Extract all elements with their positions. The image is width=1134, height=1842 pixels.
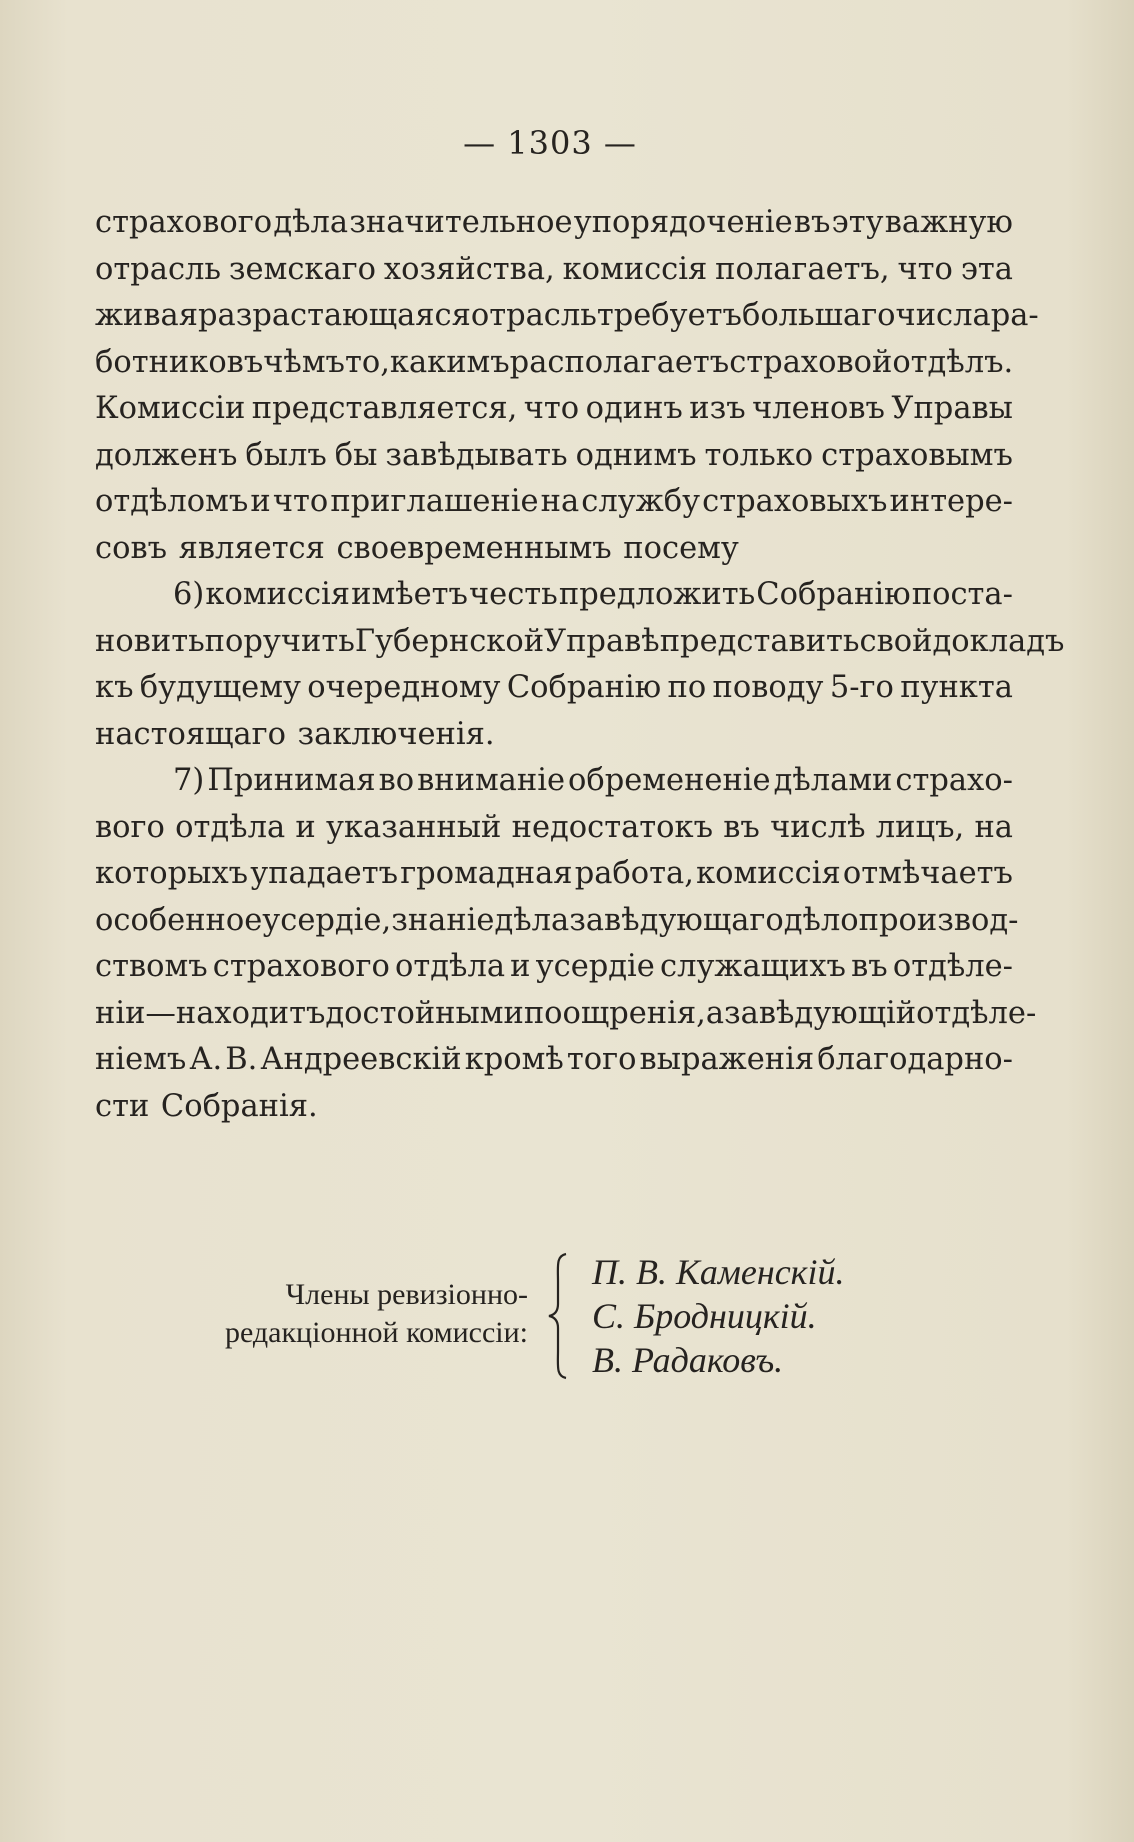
word: пункта (900, 670, 1013, 705)
word: усердіе, (262, 902, 392, 938)
word: отдѣлъ. (892, 344, 1014, 380)
word: своевременнымъ (336, 530, 612, 566)
word: дѣлами (773, 763, 893, 798)
curly-brace (546, 1252, 574, 1380)
word: дѣла (273, 205, 349, 240)
word: въ (723, 809, 760, 845)
word: только (704, 437, 814, 473)
word: ніи—находитъ (95, 995, 326, 1031)
word: комиссія (205, 577, 351, 612)
word: которыхъ (95, 856, 249, 891)
word: на (540, 484, 580, 519)
text-line (95, 433, 1013, 480)
text-line (95, 386, 1013, 433)
word: дѣлопроизвод- (783, 902, 1019, 938)
word: посему (623, 530, 739, 566)
word: имѣетъ (351, 577, 468, 612)
word: службу (581, 484, 701, 519)
body-text (95, 200, 1065, 1130)
word: членовъ (752, 391, 885, 426)
word: будущему (139, 670, 301, 705)
text-line (95, 526, 1013, 573)
text-line (95, 898, 1019, 945)
word: комиссія (696, 856, 841, 891)
word: страхового (95, 205, 273, 240)
word: В. (225, 1042, 258, 1077)
signature-name: П. В. Каменскій. (592, 1252, 845, 1292)
word: отдѣла (395, 949, 506, 984)
word: отмѣчаетъ (842, 856, 1013, 891)
word: полагаетъ, (715, 251, 890, 287)
word: того (566, 1042, 637, 1077)
paragraph (95, 200, 1039, 572)
text-line (95, 200, 1013, 247)
word: недостатокъ (511, 809, 713, 845)
word: къ (95, 670, 134, 705)
word: 5-го (829, 670, 894, 705)
word: однимъ (575, 437, 697, 473)
word: Губернской (354, 623, 545, 659)
word: упадаетъ (250, 856, 399, 891)
word: сти (95, 1088, 150, 1124)
text-line (95, 944, 1013, 991)
word: что (897, 251, 953, 287)
word: хозяйства, (383, 251, 555, 287)
word: въ (851, 949, 888, 984)
signature-name: В. Радаковъ. (592, 1340, 784, 1380)
word: завѣдующаго (569, 902, 784, 938)
word: Управѣ (544, 623, 660, 659)
word: честь (469, 577, 558, 612)
text-line (95, 479, 1013, 526)
word: особенное (95, 902, 263, 938)
word: отрасль (95, 251, 222, 287)
word: приглашеніе (330, 484, 539, 519)
word: поста- (911, 577, 1013, 612)
word: былъ (245, 437, 327, 473)
word: а (705, 995, 725, 1031)
word: страховой (729, 344, 893, 380)
signature-label-line-2: редакціонной комиссіи: (224, 1316, 528, 1349)
word: настоящаго (95, 716, 286, 752)
word: Андреевскій (260, 1042, 462, 1077)
word: долженъ (95, 437, 238, 473)
word: требуетъ (596, 298, 742, 333)
word: изъ (689, 391, 746, 426)
word: во (378, 763, 415, 798)
word: Собранія. (160, 1088, 318, 1124)
word: представляется, (251, 391, 518, 426)
word: знаніе (391, 902, 495, 938)
text-line (95, 1037, 1013, 1084)
signature-label-line-1: Члены ревизіонно- (285, 1278, 528, 1311)
paragraph (95, 572, 1065, 758)
word: громадная (400, 856, 573, 891)
word: страховымъ (821, 437, 1013, 473)
text-line (95, 572, 1013, 619)
word: очередному (307, 670, 501, 705)
paragraph (95, 758, 1037, 1130)
word: чѣмъ (263, 344, 345, 380)
word: и (250, 484, 271, 519)
word: страховыхъ (702, 484, 888, 519)
text-line (95, 340, 1013, 387)
word: отдѣле- (916, 995, 1037, 1031)
text-line (95, 851, 1013, 898)
word: дѣла (494, 902, 570, 938)
word: отрасль (470, 298, 597, 333)
signature-name: С. Бродницкій. (592, 1296, 817, 1336)
word: упорядоченіе (573, 205, 793, 240)
word: числа (895, 298, 991, 333)
word: Принимая (207, 763, 376, 798)
word: то, (344, 344, 390, 380)
word: благодарно- (817, 1042, 1013, 1077)
word: лицъ, (875, 809, 965, 845)
word: Комиссіи (95, 391, 246, 426)
word: значительное (349, 205, 573, 240)
word: и (510, 949, 531, 984)
word: работа, (574, 856, 694, 891)
signature-label (170, 1276, 528, 1352)
word: что (523, 391, 580, 426)
word: эта (960, 251, 1013, 287)
word: какимъ (389, 344, 510, 380)
word: поощренія, (523, 995, 706, 1031)
word: завѣдующій (724, 995, 917, 1031)
word: указанный (326, 809, 502, 845)
word: 6) (173, 577, 205, 612)
word: большаго (741, 298, 896, 333)
signature-block (170, 1252, 930, 1382)
word: поручить (204, 623, 355, 659)
word: въ (793, 205, 831, 240)
word: земскаго (228, 251, 377, 287)
word: Собранію (756, 577, 911, 612)
word: кромѣ (464, 1042, 564, 1077)
word: усердіе (535, 949, 655, 984)
text-line (95, 991, 1037, 1038)
word: представить (659, 623, 860, 659)
word: бы (334, 437, 378, 473)
text-line (95, 805, 1013, 852)
word: совъ (95, 530, 168, 566)
word: страхового (212, 949, 390, 984)
word: комиссія (562, 251, 708, 287)
page-number: — 1303 — (463, 124, 637, 162)
word: Собранію (506, 670, 662, 705)
word: ніемъ (95, 1042, 187, 1077)
word: отдѣле- (892, 949, 1013, 984)
word: предложить (558, 577, 756, 612)
text-line (95, 247, 1013, 294)
word: интере- (889, 484, 1013, 519)
signature-names (592, 1250, 845, 1382)
word: по (667, 670, 707, 705)
word: числѣ (770, 809, 866, 845)
word: располагаетъ (509, 344, 730, 380)
word: вого (95, 809, 165, 845)
word: ствомъ (95, 949, 208, 984)
word: достойными (325, 995, 524, 1031)
word: завѣдывать (385, 437, 568, 473)
word: одинъ (585, 391, 683, 426)
word: и (295, 809, 316, 845)
word: 7) (173, 763, 205, 798)
word: вниманіе (417, 763, 565, 798)
word: отдѣломъ (95, 484, 249, 519)
word: заключенія. (297, 716, 495, 752)
word: важную (884, 205, 1013, 240)
word: разрастающаяся (197, 298, 471, 333)
word: обремененіе (568, 763, 771, 798)
word: новить (95, 623, 205, 659)
word: эту (831, 205, 884, 240)
word: на (974, 809, 1013, 845)
text-line (95, 758, 1013, 805)
text-line (95, 712, 1013, 759)
word: является (178, 530, 325, 566)
word: страхо- (895, 763, 1013, 798)
word: выраженія (639, 1042, 815, 1077)
word: живая (95, 298, 198, 333)
text-line (95, 1084, 1013, 1131)
word: Управы (891, 391, 1013, 426)
text-line (95, 619, 1065, 666)
word: докладъ (932, 623, 1065, 659)
word: служащихъ (660, 949, 846, 984)
text-line (95, 293, 1039, 340)
word: А. (189, 1042, 223, 1077)
word: что (272, 484, 329, 519)
word: ра- (990, 298, 1039, 333)
text-line (95, 665, 1013, 712)
word: поводу (712, 670, 824, 705)
word: отдѣла (175, 809, 286, 845)
word: свой (859, 623, 933, 659)
word: ботниковъ (95, 344, 264, 380)
